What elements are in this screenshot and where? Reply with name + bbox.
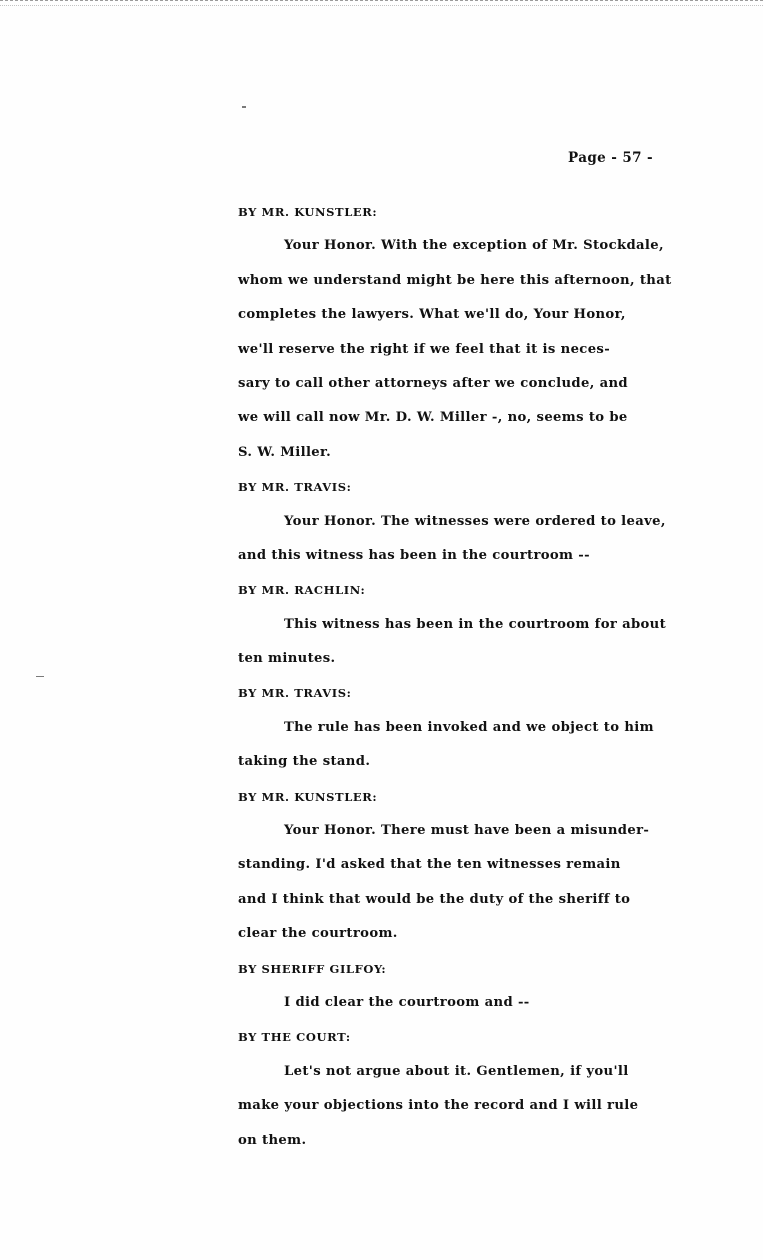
transcript-body [238, 202, 718, 1165]
scan-speck [242, 106, 246, 108]
scan-speck [36, 676, 44, 677]
transcript-line: we will call now Mr. D. W. Miller -, no, seems to be [238, 410, 628, 426]
transcript-line: Your Honor. With the exception of Mr. Stockdale, [284, 238, 664, 254]
speaker-label: BY MR. TRAVIS: [238, 686, 352, 701]
transcript-line: S. W. Miller. [238, 444, 332, 460]
transcript-line: completes the lawyers. What we'll do, Your Honor, [238, 307, 626, 323]
transcript-line: sary to call other attorneys after we conclude, and [238, 375, 628, 391]
transcript-line: The rule has been invoked and we object to him [284, 719, 654, 735]
transcript-line: I did clear the courtroom and -- [284, 994, 530, 1010]
transcript-line: ten minutes. [238, 651, 336, 667]
transcript-line: whom we understand might be here this afternoon, that [238, 272, 672, 288]
transcript-line: standing. I'd asked that the ten witnesses remain [238, 857, 621, 873]
transcript-line: we'll reserve the right if we feel that it is neces- [238, 341, 611, 357]
transcript-line: make your objections into the record and I will rule [238, 1098, 639, 1114]
transcript-line: and I think that would be the duty of the sheriff to [238, 891, 631, 907]
speaker-label: BY MR. RACHLIN: [238, 583, 366, 598]
transcript-line: taking the stand. [238, 754, 371, 770]
transcript-line: This witness has been in the courtroom for about [284, 616, 667, 632]
speaker-label: BY MR. TRAVIS: [238, 480, 352, 495]
transcript-line: on them. [238, 1132, 307, 1148]
speaker-label: BY MR. KUNSTLER: [238, 205, 378, 219]
transcript-line: Your Honor. There must have been a misunder- [284, 823, 650, 839]
page-number: Page - 57 - [568, 150, 654, 166]
speaker-label: BY MR. KUNSTLER: [238, 789, 378, 804]
speaker-label: BY SHERIFF GILFOY: [238, 961, 387, 976]
scan-top-edge [0, 0, 763, 6]
transcript-line: clear the courtroom. [238, 926, 398, 942]
speaker-label: BY THE COURT: [238, 1030, 351, 1045]
transcript-line: and this witness has been in the courtroom -- [238, 547, 590, 563]
transcript-line: Let's not argue about it. Gentlemen, if you'll [284, 1063, 629, 1079]
transcript-line: Your Honor. The witnesses were ordered to leave, [284, 513, 666, 529]
